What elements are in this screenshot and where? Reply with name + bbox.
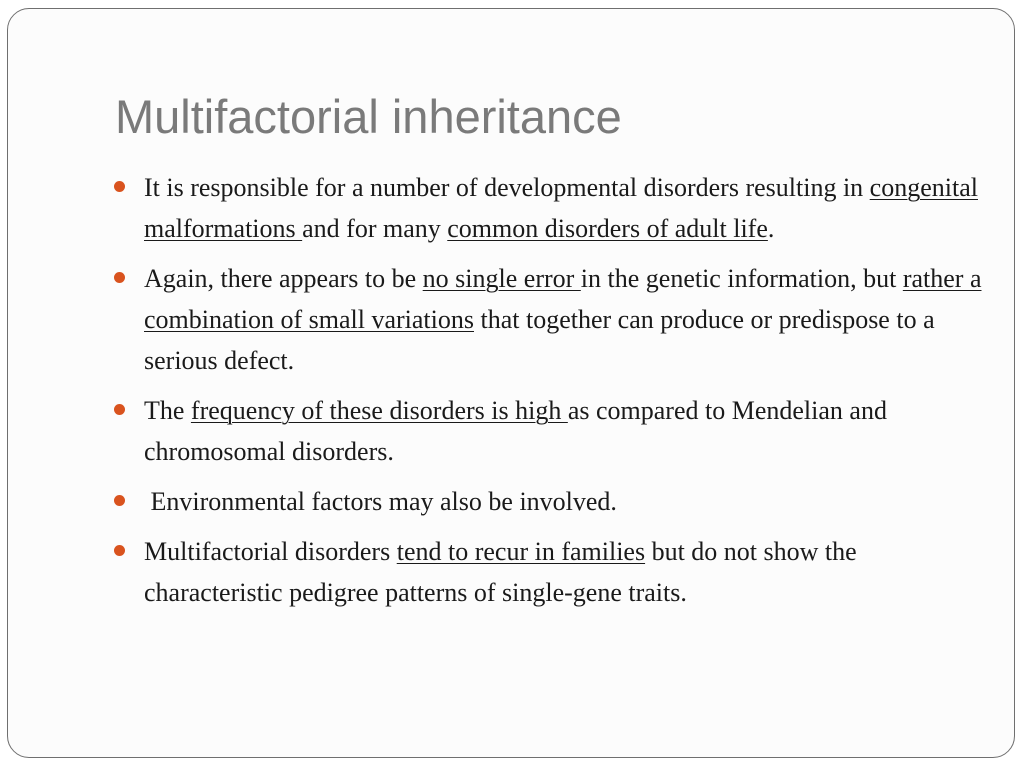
slide-title: Multifactorial inheritance xyxy=(115,90,622,143)
underlined-phrase: frequency of these disorders is high xyxy=(190,396,568,425)
bullet-dot-icon xyxy=(114,545,125,556)
bullet-text: Again, there appears to be xyxy=(144,264,423,293)
underlined-phrase: no single error xyxy=(422,264,581,293)
underlined-phrase: congenital malformations xyxy=(144,173,978,243)
bullet-text: and for many xyxy=(302,214,448,243)
bullet-list xyxy=(114,167,984,622)
bullet-dot-icon xyxy=(114,272,125,283)
underlined-phrase: tend to recur in families xyxy=(396,537,646,566)
bullet-item-environmental xyxy=(114,481,984,522)
bullet-text: but do not show the characteristic pedigree patterns of single-gene traits. xyxy=(144,537,857,607)
bullet-text: in the genetic information, but xyxy=(580,264,903,293)
bullet-dot-icon xyxy=(114,181,125,192)
bullet-dot-icon xyxy=(114,404,125,415)
bullet-text: Environmental factors may also be involved. xyxy=(144,487,617,516)
bullet-text: It is responsible for a number of developmental disorders resulting in xyxy=(144,173,870,202)
bullet-text: . xyxy=(767,214,775,243)
bullet-text: The xyxy=(144,396,191,425)
bullet-item-responsible xyxy=(114,167,984,249)
bullet-item-frequency xyxy=(114,390,984,472)
bullet-item-recur-in-families xyxy=(114,531,984,613)
bullet-text: Multifactorial disorders xyxy=(144,537,397,566)
underlined-phrase: rather a combination of small variations xyxy=(144,264,982,334)
bullet-item-no-single-error xyxy=(114,258,984,381)
bullet-dot-icon xyxy=(114,495,125,506)
underlined-phrase: common disorders of adult life xyxy=(447,214,768,243)
bullet-text: as compared to Mendelian and chromosomal disorders. xyxy=(144,396,887,466)
bullet-text: that together can produce or predispose to a serious defect. xyxy=(144,305,935,375)
